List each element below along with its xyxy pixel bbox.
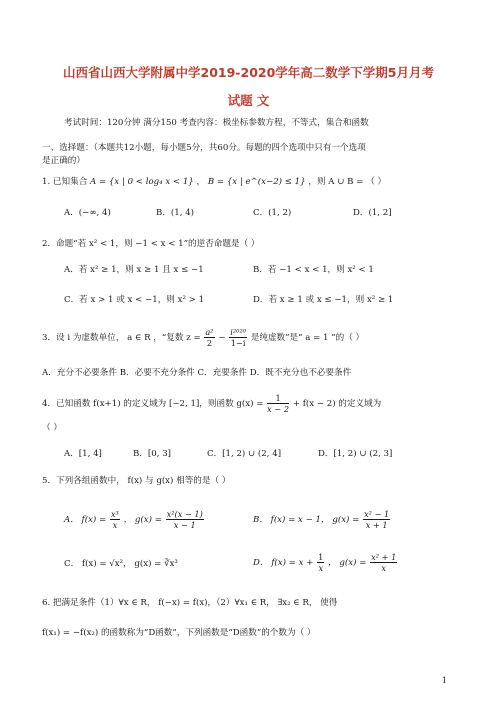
q1-set-b: B = {x | e^(x−2) ≤ 1} <box>207 177 306 187</box>
question-6-line2: f(x₁) = −f(x₂) 的函数称为“D函数”，下列函数是“D函数”的个数为（ ） <box>42 628 316 638</box>
q2-option-b: B．若 −1 < x < 1，则 x² < 1 <box>253 265 374 275</box>
q4-option-c: C．[1, 2) ∪ (2, 4] <box>207 449 282 459</box>
q5-option-a: A． f(x) = $\frac{\text{x³}}{x}$ ， g(x) = $\frac{\text{x²(x − 1)}}{x - 1}$ <box>64 509 203 530</box>
q1-tail: ，则 A ∪ B = （ ） <box>308 177 387 187</box>
q4-stem-b: + f(x − 2) 的定义域为 <box>292 399 382 409</box>
q5-option-d: D． f(x) = x + $\frac{1}{x}$ ， g(x) = $\frac{\text{x² + 1}}{x}$ <box>253 552 397 573</box>
q1-option-b: B．(1, 4) <box>156 208 195 218</box>
q1-option-c: C．(1, 2) <box>253 208 292 218</box>
question-3-stem: 3．设 i 为虚数单位， a ∈ R ，“复数 z = $\frac{\text{a²}}{2}$ − $\frac{\text{i²⁰²⁰}}{1-i}$ 是纯虚数”是“ a = 1 ”的（ ） <box>42 327 365 348</box>
q2-option-a: A．若 x² ≥ 1，则 x ≥ 1 且 x ≤ −1 <box>64 265 204 275</box>
q1-prefix: 1. 已知集合 <box>42 177 88 187</box>
q3-fraction-2: $\frac{\text{i²⁰²⁰}}{1-i}$ <box>230 327 247 348</box>
q3-fraction-1: $\frac{\text{a²}}{2}$ <box>205 327 214 348</box>
q4-option-d: D．[1, 2) ∪ (2, 3] <box>318 449 393 459</box>
section-heading-line1: 一、选择题：（本题共12小题，每小题5分，共60分。每题的四个选项中只有一个选项 <box>42 143 366 153</box>
q1-option-a: A．(−∞, 4) <box>64 208 111 218</box>
q1-option-d: D．(1, 2] <box>353 208 392 218</box>
document-title-line1: 山西省山西大学附属中学2019-2020学年高二数学下学期5月月考 <box>63 65 434 80</box>
q1-set-a: A = {x | 0 < log₄ x < 1} <box>90 177 194 187</box>
q2-option-c: C．若 x > 1 或 x < −1，则 x² > 1 <box>64 295 205 305</box>
q2-option-d: D．若 x ≥ 1 或 x ≤ −1，则 x² ≥ 1 <box>253 295 394 305</box>
q3-options: A．充分不必要条件 B．必要不充分条件 C．充要条件 D．既不充分也不必要条件 <box>42 368 352 378</box>
q5-option-c: C． f(x) = √x²， g(x) = ∛x³ <box>64 559 178 569</box>
q4-fraction: $\frac{1}{x - 2}$ <box>267 393 290 414</box>
q5-option-b: B． f(x) = x − 1， g(x) = $\frac{\text{x² − 1}}{x + 1}$ <box>253 509 390 530</box>
q4-option-b: B．[0, 3] <box>133 449 172 459</box>
page-number: 1 <box>441 676 447 685</box>
q3-stem-b: 是纯虚数”是“ a = 1 ”的（ ） <box>250 333 365 343</box>
question-5-stem: 5．下列各组函数中， f(x) 与 g(x) 相等的是（ ） <box>42 476 231 486</box>
q4-stem-a: 4．已知函数 f(x+1) 的定义域为 [−2, 1]，则函数 g(x) = <box>42 399 264 409</box>
document-title-line2: 试题 文 <box>227 93 270 108</box>
exam-info: 考试时间：120分钟 满分150 考查内容：极坐标参数方程，不等式，集合和函数 <box>64 118 369 128</box>
question-2-stem: 2．命题“若 x² < 1，则 −1 < x < 1”的逆否命题是（ ） <box>42 239 260 249</box>
question-1-stem: 1. 已知集合 A = {x | 0 < log₄ x < 1} ， B = {x | e^(x−2) ≤ 1} ，则 A ∪ B = （ ） <box>42 177 387 187</box>
q3-stem-a: 3．设 i 为虚数单位， a ∈ R ，“复数 z = <box>42 333 201 343</box>
section-heading-line2: 是正确的） <box>42 156 85 166</box>
q4-answer-paren: （ ） <box>42 423 62 433</box>
q4-option-a: A．[1, 4] <box>64 449 102 459</box>
question-4-stem <box>42 393 381 415</box>
question-6-line1: 6. 把满足条件（1）∀x ∈ R， f(−x) = f(x)，（2）∀x₁ ∈ R， ∃x₂ ∈ R， 使得 <box>42 598 338 608</box>
